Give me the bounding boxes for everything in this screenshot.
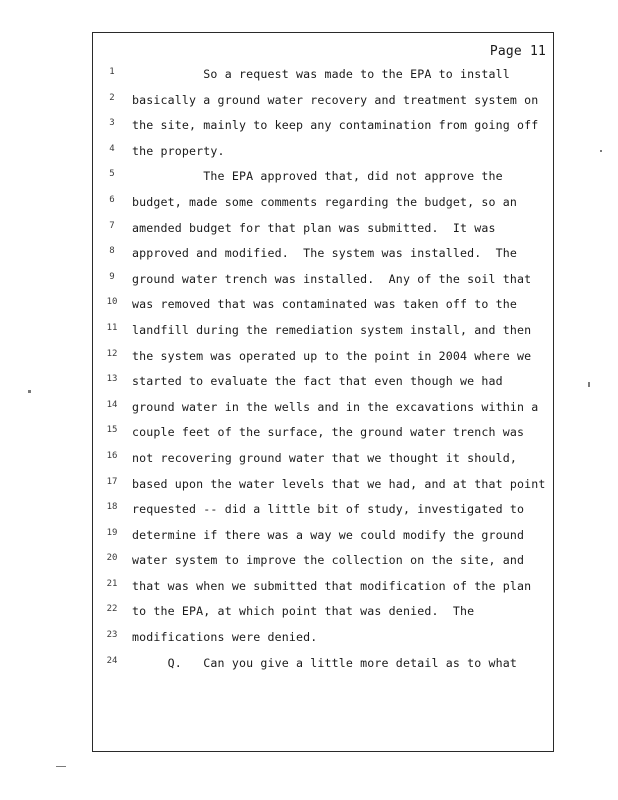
line-text: was removed that was contaminated was taken off to the [132, 297, 518, 312]
transcript-line [96, 446, 550, 472]
line-number: 5 [109, 169, 115, 180]
line-number: 17 [106, 476, 118, 487]
line-number: 1 [109, 67, 115, 77]
scan-mark [56, 766, 66, 767]
line-text: the system was operated up to the point in 2004 where we [132, 348, 532, 363]
transcript-line [96, 88, 550, 114]
line-number: 13 [106, 374, 118, 385]
line-text: started to evaluate the fact that even though we had [132, 374, 503, 389]
line-text: based upon the water levels that we had, and at that point [132, 476, 546, 491]
line-text: So a request was made to the EPA to install [132, 67, 510, 81]
line-number: 4 [109, 143, 115, 154]
line-text: the site, mainly to keep any contamination from going off [132, 118, 539, 133]
line-number: 20 [106, 553, 118, 564]
line-number: 22 [106, 604, 118, 615]
transcript-line [96, 548, 550, 574]
line-number: 7 [109, 220, 115, 231]
line-number: 15 [106, 425, 118, 436]
line-number: 10 [106, 297, 118, 308]
line-number: 12 [106, 348, 118, 359]
scan-mark [600, 150, 602, 152]
transcript-line [96, 497, 550, 523]
line-text: water system to improve the collection on the site, and [132, 553, 525, 568]
line-number: 23 [106, 630, 118, 641]
line-number: 11 [106, 322, 118, 333]
line-text: the property. [132, 143, 225, 158]
line-text: not recovering ground water that we thought it should, [132, 450, 518, 465]
transcript-line [96, 344, 550, 370]
line-text: ground water trench was installed. Any of the soil that [132, 271, 532, 286]
line-number: 14 [106, 399, 118, 410]
line-text: determine if there was a way we could modify the ground [132, 527, 525, 542]
line-text: couple feet of the surface, the ground water trench was [132, 425, 525, 440]
line-number: 18 [106, 502, 118, 513]
transcript-line [96, 267, 550, 293]
transcript-line [96, 395, 550, 421]
line-number: 6 [109, 194, 115, 205]
line-number: 2 [109, 92, 115, 103]
line-text: to the EPA, at which point that was denied. The [132, 604, 475, 619]
line-text: requested -- did a little bit of study, investigated to [132, 502, 525, 517]
transcript-line [96, 318, 550, 344]
line-text: modifications were denied. [132, 630, 318, 645]
scan-mark [588, 382, 590, 387]
line-number: 8 [109, 246, 115, 257]
transcript-line [96, 292, 550, 318]
transcript-line [96, 420, 550, 446]
line-text: ground water in the wells and in the excavations within a [132, 399, 539, 414]
transcript-line [96, 625, 550, 651]
line-text: landfill during the remediation system install, and then [132, 322, 532, 337]
line-text: Q. Can you give a little more detail as to what [132, 655, 518, 670]
line-number: 24 [106, 655, 118, 666]
transcript-line [96, 113, 550, 139]
transcript-line [96, 164, 550, 190]
line-number: 9 [109, 271, 115, 282]
transcript-line [96, 139, 550, 165]
line-number: 19 [106, 527, 118, 538]
line-number: 16 [106, 450, 118, 461]
transcript-line [96, 190, 550, 216]
transcript-line [96, 523, 550, 549]
transcript-line [96, 241, 550, 267]
transcript-line [96, 472, 550, 498]
line-text: that was when we submitted that modification of the plan [132, 578, 532, 593]
page-number: Page 11 [489, 44, 546, 59]
transcript-line [96, 651, 550, 677]
line-text: basically a ground water recovery and treatment system on [132, 92, 539, 107]
line-number: 21 [106, 578, 118, 589]
line-text: amended budget for that plan was submitted. It was [132, 220, 496, 235]
transcript-line [96, 574, 550, 600]
transcript-line [96, 369, 550, 395]
transcript-lines [96, 62, 550, 676]
line-number: 3 [109, 118, 115, 129]
transcript-line [96, 599, 550, 625]
transcript-line [96, 62, 550, 88]
line-text: budget, made some comments regarding the budget, so an [132, 194, 518, 209]
transcript-line [96, 216, 550, 242]
line-text: The EPA approved that, did not approve the [132, 169, 503, 184]
line-text: approved and modified. The system was installed. The [132, 246, 518, 261]
scan-mark [28, 390, 31, 393]
